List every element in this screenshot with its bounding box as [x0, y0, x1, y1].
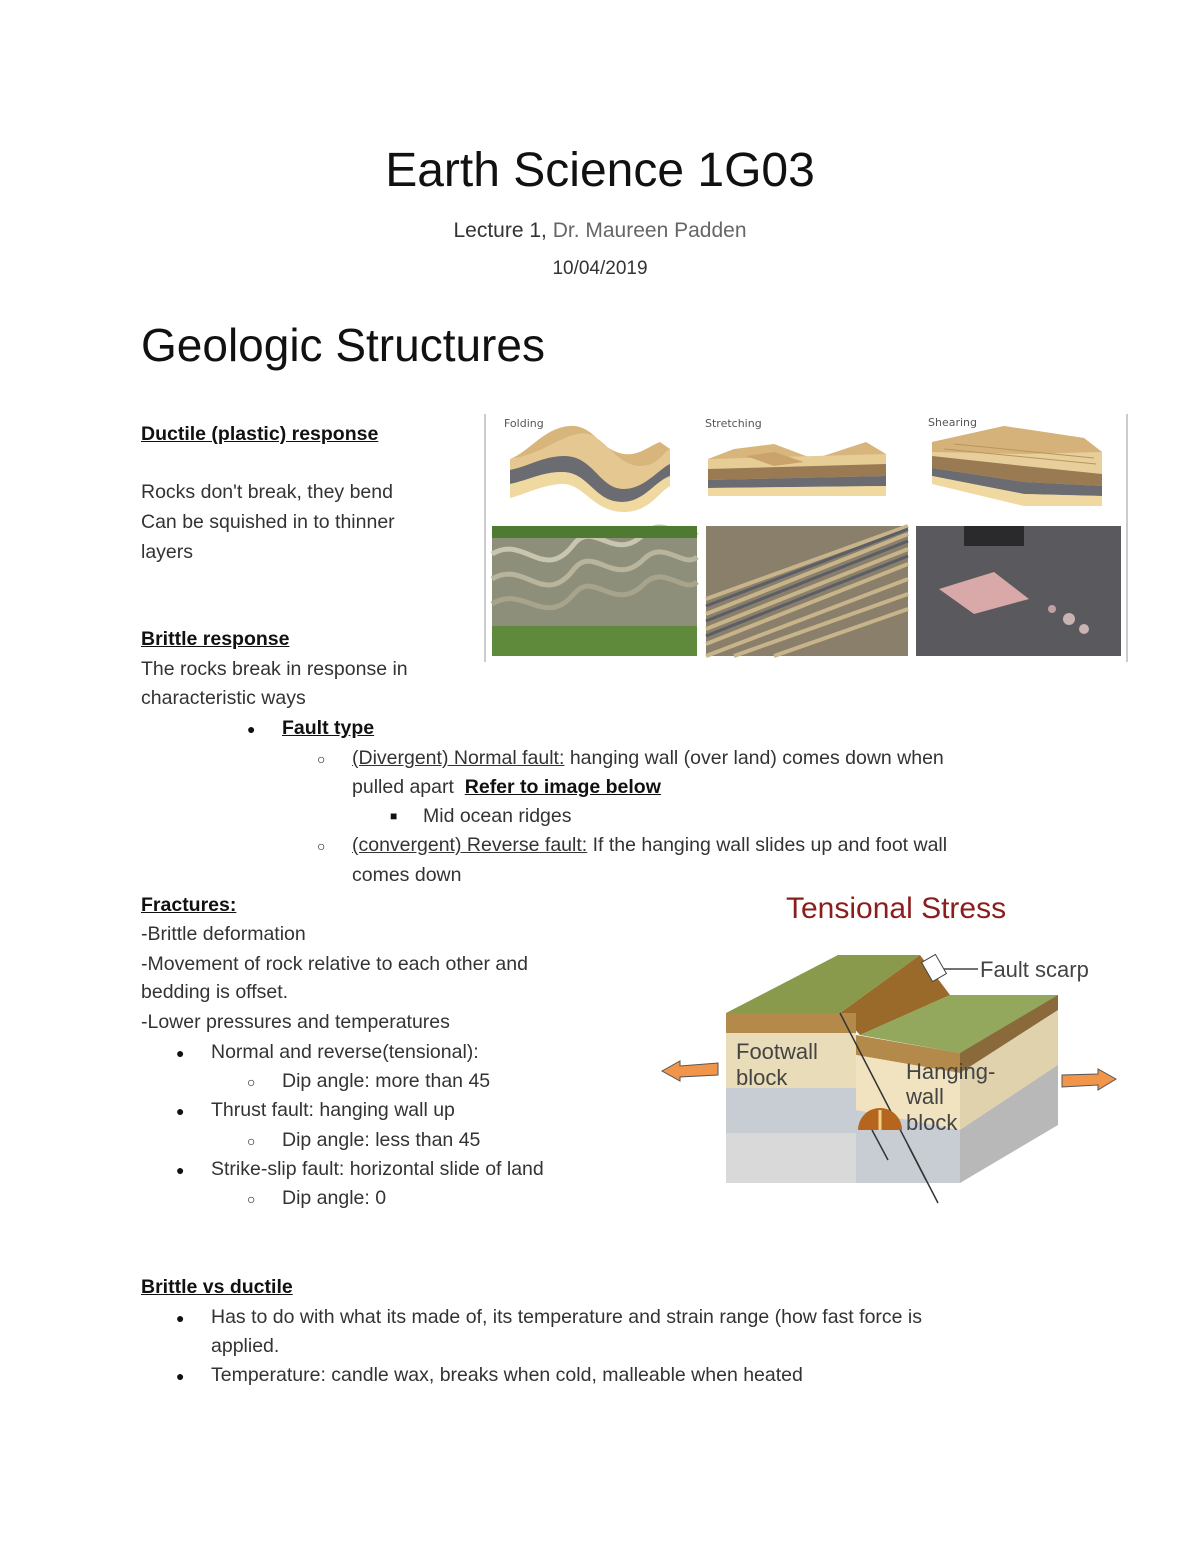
fracture-item-1: Normal and reverse(tensional):	[211, 1041, 479, 1063]
footwall-label-2: block	[736, 1065, 788, 1090]
folding-block	[510, 426, 670, 512]
circle-bullet-dip-3: ○	[247, 1191, 256, 1207]
bullet-thrust: ●	[176, 1103, 185, 1119]
mid-ocean-ridges: Mid ocean ridges	[423, 805, 572, 827]
shearing-photo	[916, 526, 1121, 656]
tensional-stress-figure	[660, 885, 1120, 1210]
bullet-fault-type: ●	[247, 721, 256, 737]
normal-fault-text: hanging wall (over land) comes down when	[564, 747, 944, 769]
brittle-line-1a: The rocks break in response in	[141, 658, 408, 680]
ductile-line-2b: layers	[141, 541, 194, 563]
lecturer-name: Dr. Maureen Padden	[552, 219, 747, 242]
lecture-subtitle	[0, 219, 1200, 243]
footwall-layer-3	[726, 1088, 856, 1133]
footwall-label-1: Footwall	[736, 1039, 818, 1064]
fault-scarp-label: Fault scarp	[980, 957, 1089, 982]
normal-fault-line-b	[352, 773, 661, 803]
fracture-item-2: Thrust fault: hanging wall up	[211, 1099, 455, 1121]
left-arrow-icon	[662, 1061, 718, 1081]
reverse-fault-text: If the hanging wall slides up and foot wall	[587, 834, 948, 856]
normal-fault-line-a	[352, 744, 944, 774]
folding-photo	[492, 526, 697, 656]
fracture-item-3: Strike-slip fault: horizontal slide of land	[211, 1158, 544, 1180]
stretching-block	[708, 442, 886, 496]
deformation-figure	[484, 414, 1129, 662]
ductile-line-1: Rocks don't break, they bend	[141, 481, 393, 503]
bullet-composition: ●	[176, 1310, 185, 1326]
circle-bullet-dip-1: ○	[247, 1074, 256, 1090]
tensional-stress-svg	[660, 885, 1120, 1210]
refer-image-below: Refer to image below	[464, 776, 661, 798]
bvd-item-1b: applied.	[211, 1335, 280, 1357]
circle-bullet-dip-2: ○	[247, 1133, 256, 1149]
bvd-item-2: Temperature: candle wax, breaks when cold, malleable when heated	[211, 1364, 803, 1386]
stretching-photo	[706, 526, 908, 656]
fractures-line-2a: -Movement of rock relative to each other and	[141, 953, 528, 975]
square-bullet-mid-ocean: ■	[390, 809, 398, 823]
brittle-heading: Brittle response	[141, 628, 290, 650]
fractures-line-2b: bedding is offset.	[141, 981, 289, 1003]
lecture-number: Lecture 1,	[453, 219, 547, 242]
brittle-vs-ductile-heading: Brittle vs ductile	[141, 1276, 293, 1298]
stretching-label: Stretching	[705, 417, 762, 430]
folding-label: Folding	[504, 417, 544, 430]
hanging-wall-label-2: wall	[906, 1084, 944, 1109]
circle-bullet-reverse: ○	[317, 838, 326, 854]
ductile-heading: Ductile (plastic) response	[141, 423, 379, 445]
fracture-item-1-sub: Dip angle: more than 45	[282, 1070, 491, 1092]
brittle-line-1b: characteristic ways	[141, 687, 306, 709]
reverse-fault-line-b: comes down	[352, 864, 462, 886]
ductile-line-2a: Can be squished in to thinner	[141, 511, 395, 533]
fractures-line-1: -Brittle deformation	[141, 923, 306, 945]
bullet-temperature: ●	[176, 1368, 185, 1384]
deformation-figure-svg	[484, 414, 1129, 662]
section-title: Geologic Structures	[141, 319, 545, 371]
fracture-item-2-sub: Dip angle: less than 45	[282, 1129, 481, 1151]
bullet-normal-reverse: ●	[176, 1045, 185, 1061]
fault-type-heading: Fault type	[282, 717, 375, 739]
bullet-strike-slip: ●	[176, 1162, 185, 1178]
bvd-item-1a: Has to do with what its made of, its temperature and strain range (how fast force is	[211, 1306, 922, 1328]
circle-bullet-normal: ○	[317, 751, 326, 767]
fractures-heading: Fractures:	[141, 894, 237, 916]
reverse-fault-label: (convergent) Reverse fault:	[352, 834, 588, 856]
tensional-stress-title: Tensional Stress	[786, 892, 1007, 925]
hanging-wall-label-3: block	[906, 1110, 958, 1135]
normal-fault-text-b: pulled apart	[352, 776, 454, 798]
reverse-fault-line-a	[352, 831, 947, 861]
shearing-label: Shearing	[928, 416, 977, 429]
footwall-layer-1	[726, 1013, 856, 1033]
lecture-date: 10/04/2019	[552, 258, 648, 279]
footwall-layer-4	[726, 1133, 856, 1183]
hanging-wall-label-1: Hanging-	[906, 1059, 996, 1084]
shearing-block	[932, 426, 1102, 506]
right-arrow-icon	[1062, 1069, 1116, 1090]
normal-fault-label: (Divergent) Normal fault:	[352, 747, 565, 769]
document-title: Earth Science 1G03	[385, 144, 815, 197]
fracture-item-3-sub: Dip angle: 0	[282, 1187, 387, 1209]
fractures-line-3: -Lower pressures and temperatures	[141, 1011, 450, 1033]
